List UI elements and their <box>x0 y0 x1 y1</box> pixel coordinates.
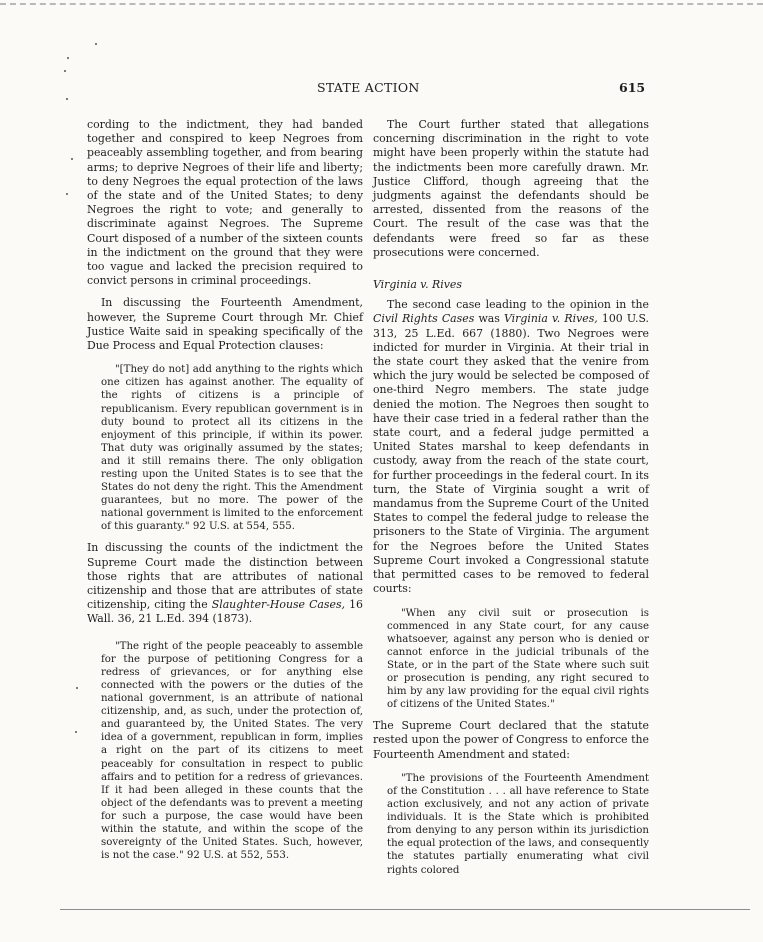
paragraph <box>373 298 649 596</box>
text-run: 100 U.S. 313, 25 L.Ed. 667 (1880). Two Negroes were indicted for murder in Virginia. At their trial in the state court they asked that the venire from which the jury would be selected be composed of one-third Negro members. The state judge denied the motion. The Negroes then sought to have their case tried in a federal rather than the state court, and a federal judge permitted a United States marshal to keep defendants in custody, away from the reach of the state court, for further proceedings in the federal court. In its turn, the State of Virginia sought a writ of mandamus from the Supreme Court of the United States to compel the federal judge to release the prisoners to the State of Virginia. The argument for the Negroes before the United States Supreme Court invoked a Congressional statute that permitted cases to be removed to federal courts: <box>373 312 649 596</box>
bottom-border-rule <box>60 909 750 910</box>
case-citation: Slaughter-House Cases, <box>211 598 346 612</box>
text-run: 16 Wall. 36, 21 L.Ed. 394 (1873). <box>87 598 363 626</box>
scan-speck <box>76 687 78 689</box>
text-run: was <box>474 312 504 326</box>
scan-speck <box>66 98 68 100</box>
block-quote: "[They do not] add anything to the rights which one citizen has against another. The equality of the rights of citizens is a principle of republicanism. Every republican government is in duty bound to protect all its citizens in the enjoyment of this principle, if within its power. That duty was originally assumed by the states; and it still remains there. The only obligation resting upon the United States is to see that the States do not deny the right. This the Amendment guarantees, but no more. The power of the national government is limited to the enforcement of this guaranty." 92 U.S. at 554, 555. <box>101 364 363 533</box>
top-border-rule <box>0 3 763 5</box>
paragraph: cording to the indictment, they had banded together and conspired to keep Negroes from peaceably assembling together, and from bearing arms; to deprive Negroes of their life and liberty; to deny Negroes the equal protection of the laws of the state and of the United States; to deny Negroes the right to vote; and generally to discriminate against Negroes. The Supreme Court disposed of a number of the sixteen counts in the indictment on the ground that they were too vague and lacked the precision required to convict persons in criminal proceedings. <box>87 118 363 288</box>
text-run: The second case leading to the opinion in the <box>387 298 649 312</box>
block-quote: "The right of the people peaceably to assemble for the purpose of petitioning Congress for a redress of grievances, or for anything else connected with the powers or the duties of the national government, is an attribute of national citizenship, and, as such, under the protection of, and guaranteed by, the United States. The very idea of a government, republican in form, implies a right on the part of its citizens to meet peaceably for consultation in respect to public affairs and to petition for a redress of grievances. If it had been alleged in these counts that the object of the defendants was to prevent a meeting for such a purpose, the case would have been within the statute, and within the scope of the sovereignty of the United States. Such, however, is not the case." 92 U.S. at 552, 553. <box>101 640 363 862</box>
paragraph: The Supreme Court declared that the statute rested upon the power of Congress to enforce the Fourteenth Amendment and stated: <box>373 719 649 761</box>
block-quote: "When any civil suit or prosecution is commenced in any State court, for any cause whatsoever, against any person who is denied or cannot enforce in the judicial tribunals of the State, or in the part of the State where such suit or prosecution is pending, any right secured to him by any law providing for the equal civil rights of citizens of the United States." <box>387 607 649 711</box>
scan-speck <box>95 43 97 45</box>
scan-speck <box>64 70 66 72</box>
running-header-title: STATE ACTION <box>317 80 420 95</box>
paragraph: In discussing the Fourteenth Amendment, however, the Supreme Court through Mr. Chief Justice Waite said in speaking specifically of the Due Process and Equal Protection clauses: <box>87 296 363 353</box>
page-number: 615 <box>619 80 646 95</box>
block-quote: "The provisions of the Fourteenth Amendment of the Constitution . . . all have reference to State action exclusively, and not any action of private individuals. It is the State which is prohibited from denying to any person within its jurisdiction the equal protection of the laws, and consequently the statutes partially enumerating what civil rights colored <box>387 772 649 876</box>
text-run: In discussing the counts of the indictment the Supreme Court made the distinction between those rights that are attributes of national citizenship and those that are attributes of state citizenship, citing the <box>87 541 363 612</box>
right-column <box>373 118 649 877</box>
scan-speck <box>71 158 73 160</box>
left-column <box>87 118 363 862</box>
case-citation: Civil Rights Cases <box>373 312 475 326</box>
scan-speck <box>66 193 68 195</box>
section-subheading: Virginia v. Rives <box>373 278 462 292</box>
scan-speck <box>75 731 77 733</box>
case-citation: Virginia v. Rives, <box>504 312 598 326</box>
paragraph <box>87 541 363 626</box>
scan-speck <box>67 57 69 59</box>
paragraph: The Court further stated that allegations concerning discrimination in the right to vote might have been properly within the statute had the indictments been more carefully drawn. Mr. Justice Clifford, though agreeing that the judgments against the defendants should be arrested, dissented from the reasons of the Court. The result of the case was that the defendants were freed so far as these prosecutions were concerned. <box>373 118 649 259</box>
